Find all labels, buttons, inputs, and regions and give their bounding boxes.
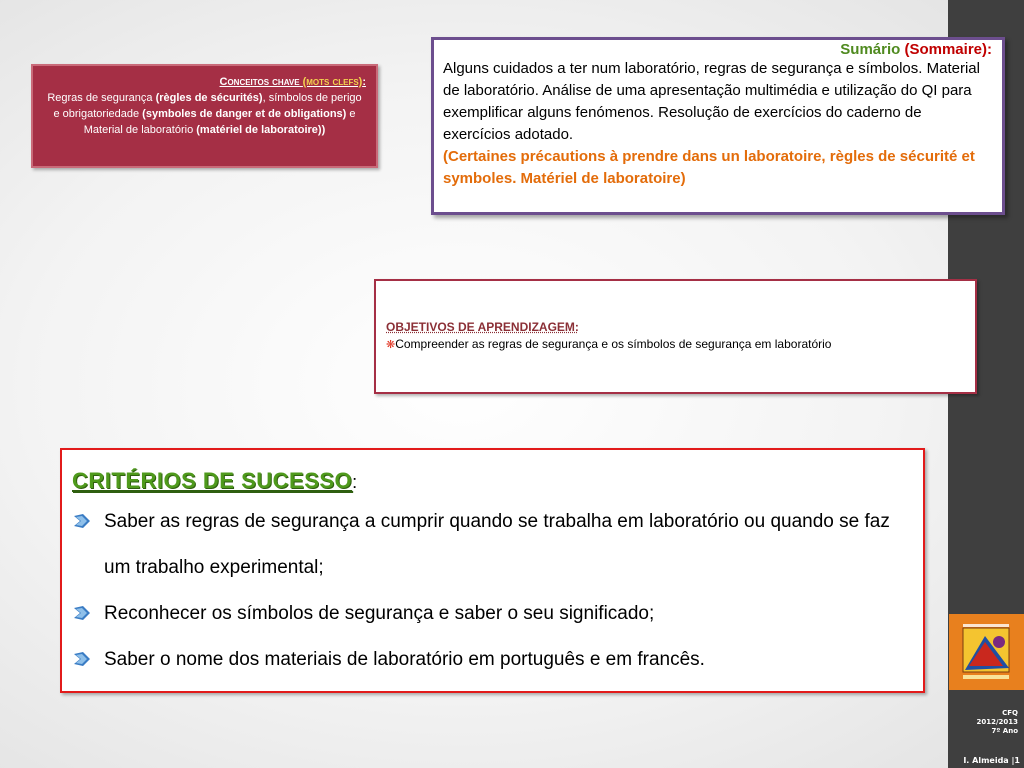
success-criteria-title: CRITÉRIOS DE SUCESSO [72,468,353,493]
key-concepts-bold-3: (matériel de laboratoire)) [196,124,326,136]
success-criteria-box [60,448,925,693]
key-concepts-text-3: e Material de laboratório [83,108,356,136]
list-item [72,499,913,591]
learning-objective-text: Compreender as regras de segurança e os símbolos de segurança em laboratório [395,337,832,351]
key-concepts-text [43,90,366,138]
footer-author-page [963,756,1020,765]
key-concepts-text-2: , símbolos de perigo e obrigatoriedade [53,92,362,120]
footer-info [976,709,1018,736]
list-item [72,591,913,637]
learning-objective-item [386,335,965,354]
blue-arrow-bullet-icon [74,514,90,528]
key-concepts-text-1: Regras de segurança [47,92,156,104]
key-concepts-box [31,64,378,168]
star-bullet-icon: ❋ [386,339,396,351]
success-criteria-list [72,499,913,683]
list-item [72,637,913,683]
success-criteria-item-2: Reconhecer os símbolos de segurança e saber o seu significado; [104,603,655,624]
summary-title-colon: : [987,41,992,58]
learning-objectives-box [374,279,977,394]
success-criteria-item-1: Saber as regras de segurança a cumprir quando se trabalha em laboratório ou quando se faz um trabalho experimental; [104,511,890,578]
footer-year: 2012/2013 [976,718,1018,726]
school-logo-graphic [955,620,1018,684]
blue-arrow-bullet-icon [74,606,90,620]
key-concepts-title-colon: : [362,76,366,88]
blue-arrow-bullet-icon [74,652,90,666]
footer-subject: CFQ [1002,709,1018,717]
summary-title-fr: (Sommaire) [904,41,987,58]
school-logo [949,614,1024,690]
key-concepts-title-fr: (mots clefs) [302,76,363,88]
learning-objectives-title: OBJETIVOS DE APRENDIZAGEM: [386,320,579,334]
key-concepts-bold-1: (règles de sécurités) [155,92,263,104]
success-criteria-heading [72,466,913,499]
summary-title [443,42,992,58]
key-concepts-title-pt: Conceitos chave [219,76,300,88]
footer-separator: | [1011,756,1015,765]
success-criteria-colon: : [352,472,358,492]
summary-text-pt: Alguns cuidados a ter num laboratório, regras de segurança e símbolos. Material de laboratório. Análise de uma apresentação multimédia e utilização do QI para exemplificar alguns fenómenos. Resolução de exercícios do caderno de exercícios adotado. [443,60,980,143]
page-number: 1 [1014,756,1020,765]
key-concepts-title [43,75,366,89]
footer-grade: 7º Ano [991,727,1018,735]
summary-text-fr: (Certaines précautions à prendre dans un laboratoire, règles de sécurité et symboles. Matériel de laboratoire) [443,148,975,187]
footer-author: I. Almeida [963,756,1009,765]
key-concepts-bold-2: (symboles de danger et de obligations) [142,108,347,120]
summary-box [431,37,1005,215]
success-criteria-item-3: Saber o nome dos materiais de laboratório em português e em francês. [104,649,705,670]
summary-title-pt: Sumário [840,41,901,58]
